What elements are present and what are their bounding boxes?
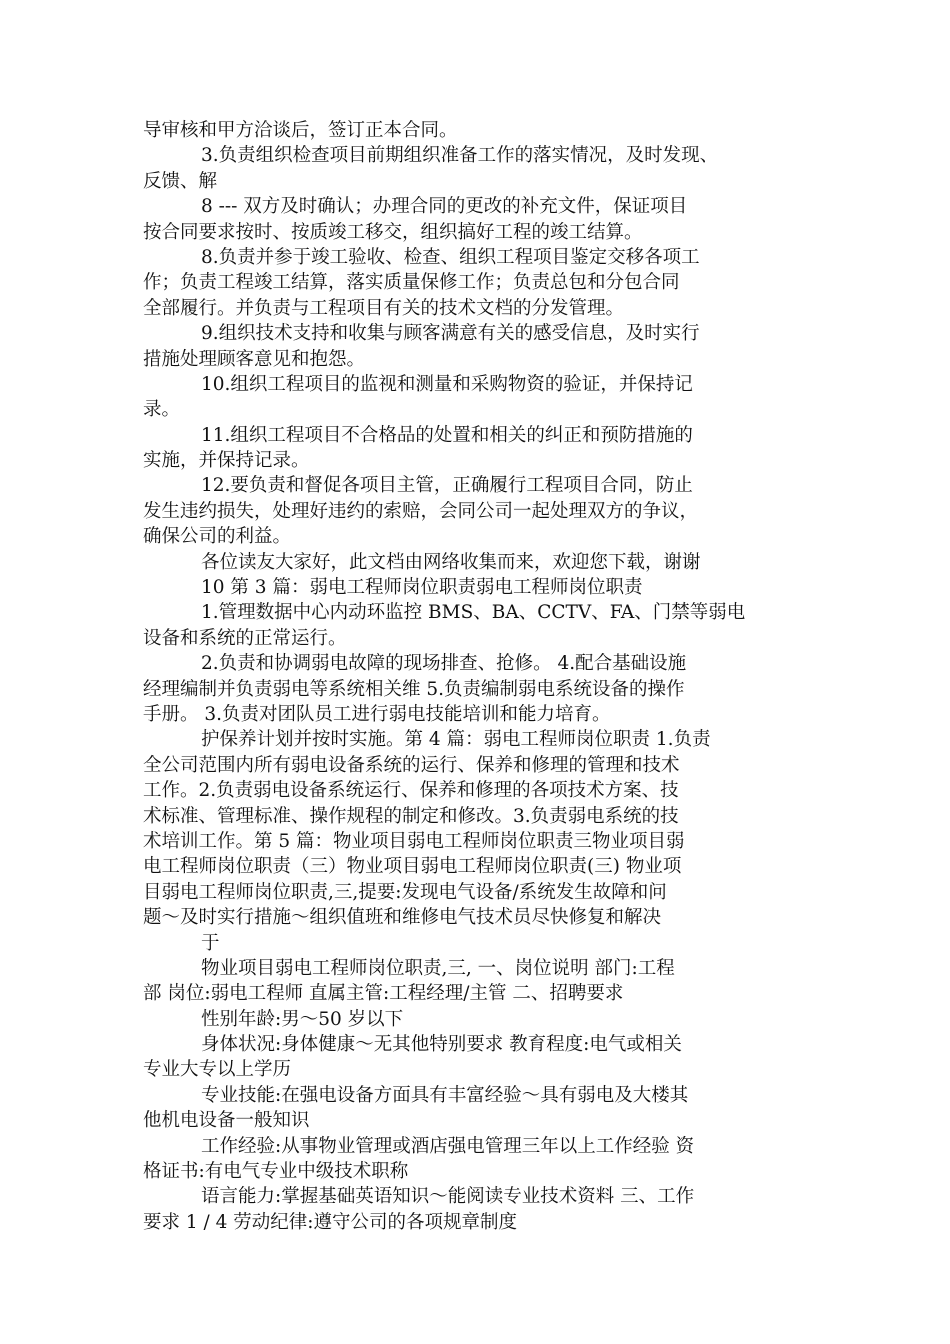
text-line: 2.负责和协调弱电故障的现场排查、抢修。 4.配合基础设施: [201, 653, 687, 675]
text-line: 于: [201, 932, 220, 954]
text-line: 部 岗位:弱电工程师 直属主管:工程经理/主管 二、招聘要求: [143, 983, 624, 1005]
text-line: 物业项目弱电工程师岗位职责,三, 一、岗位说明 部门:工程: [201, 957, 675, 979]
text-line: 10.组织工程项目的监视和测量和采购物资的验证，并保持记: [201, 373, 693, 395]
text-line: 发生违约损失，处理好违约的索赔，会同公司一起处理双方的争议，: [143, 500, 699, 522]
text-line: 措施处理顾客意见和抱怨。: [143, 348, 366, 370]
text-line: 经理编制并负责弱电等系统相关维 5.负责编制弱电系统设备的操作: [143, 678, 685, 700]
text-line: 录。: [143, 399, 181, 421]
text-line: 作；负责工程竣工结算，落实质量保修工作；负责总包和分包合同: [143, 272, 680, 294]
text-line: 按合同要求按时、按质竣工移交，组织搞好工程的竣工结算。: [143, 221, 643, 243]
document-body: [143, 118, 819, 1235]
text-line: 性别年龄:男～50 岁以下: [201, 1008, 404, 1030]
text-line: 全部履行。并负责与工程项目有关的技术文档的分发管理。: [143, 297, 625, 319]
text-line: 专业大专以上学历: [143, 1059, 292, 1081]
text-line: 专业技能:在强电设备方面具有丰富经验～具有弱电及大楼其: [201, 1084, 689, 1106]
text-line: 12.要负责和督促各项目主管，正确履行工程项目合同，防止: [201, 475, 693, 497]
text-line: 各位读友大家好，此文档由网络收集而来，欢迎您下载，谢谢: [201, 551, 701, 573]
text-line: 工作经验:从事物业管理或酒店强电管理三年以上工作经验 资: [201, 1135, 695, 1157]
text-line: 反馈、解: [143, 170, 218, 192]
text-line: 导审核和甲方洽谈后，签订正本合同。: [143, 120, 458, 141]
text-line: 确保公司的利益。: [143, 526, 292, 548]
text-line: 他机电设备一般知识: [143, 1110, 310, 1132]
text-line: 1.管理数据中心内动环监控 BMS、BA、CCTV、FA、门禁等弱电: [201, 602, 746, 624]
text-line: 手册。 3.负责对团队员工进行弱电技能培训和能力培育。: [143, 703, 611, 725]
text-line: 9.组织技术支持和收集与顾客满意有关的感受信息，及时实行: [201, 323, 700, 345]
text-line: 3.负责组织检查项目前期组织准备工作的落实情况，及时发现、: [201, 145, 719, 167]
text-line: 实施，并保持记录。: [143, 450, 310, 472]
text-line: 8.负责并参于竣工验收、检查、组织工程项目鉴定交移各项工: [201, 246, 700, 268]
text-line: 11.组织工程项目不合格品的处置和相关的纠正和预防措施的: [201, 424, 693, 446]
text-line: 设备和系统的正常运行。: [143, 627, 347, 649]
text-line: 目弱电工程师岗位职责,三,提要:发现电气设备/系统发生故障和问: [143, 881, 667, 903]
text-line: 全公司范围内所有弱电设备系统的运行、保养和修理的管理和技术: [143, 754, 680, 776]
text-line: 8 --- 双方及时确认；办理合同的更改的补充文件，保证项目: [201, 196, 688, 218]
text-line: 题～及时实行措施～组织值班和维修电气技术员尽快修复和解决: [143, 907, 662, 929]
text-line: 10 第 3 篇：弱电工程师岗位职责弱电工程师岗位职责: [201, 577, 643, 599]
text-line: 术标准、管理标准、操作规程的制定和修改。3.负责弱电系统的技: [143, 805, 679, 827]
text-line: 身体状况:身体健康～无其他特别要求 教育程度:电气或相关: [201, 1034, 682, 1056]
text-line: 术培训工作。第 5 篇：物业项目弱电工程师岗位职责三物业项目弱: [143, 830, 685, 852]
text-line: 工作。2.负责弱电设备系统运行、保养和修理的各项技术方案、技: [143, 780, 679, 802]
text-line: 格证书:有电气专业中级技术职称: [143, 1161, 409, 1183]
text-line: 要求 1 / 4 劳动纪律:遵守公司的各项规章制度: [143, 1211, 518, 1233]
text-line: 电工程师岗位职责（三）物业项目弱电工程师岗位职责(三) 物业项: [143, 856, 682, 878]
text-line: 护保养计划并按时实施。第 4 篇：弱电工程师岗位职责 1.负责: [201, 729, 711, 751]
text-line: 语言能力:掌握基础英语知识～能阅读专业技术资料 三、工作: [201, 1186, 695, 1208]
